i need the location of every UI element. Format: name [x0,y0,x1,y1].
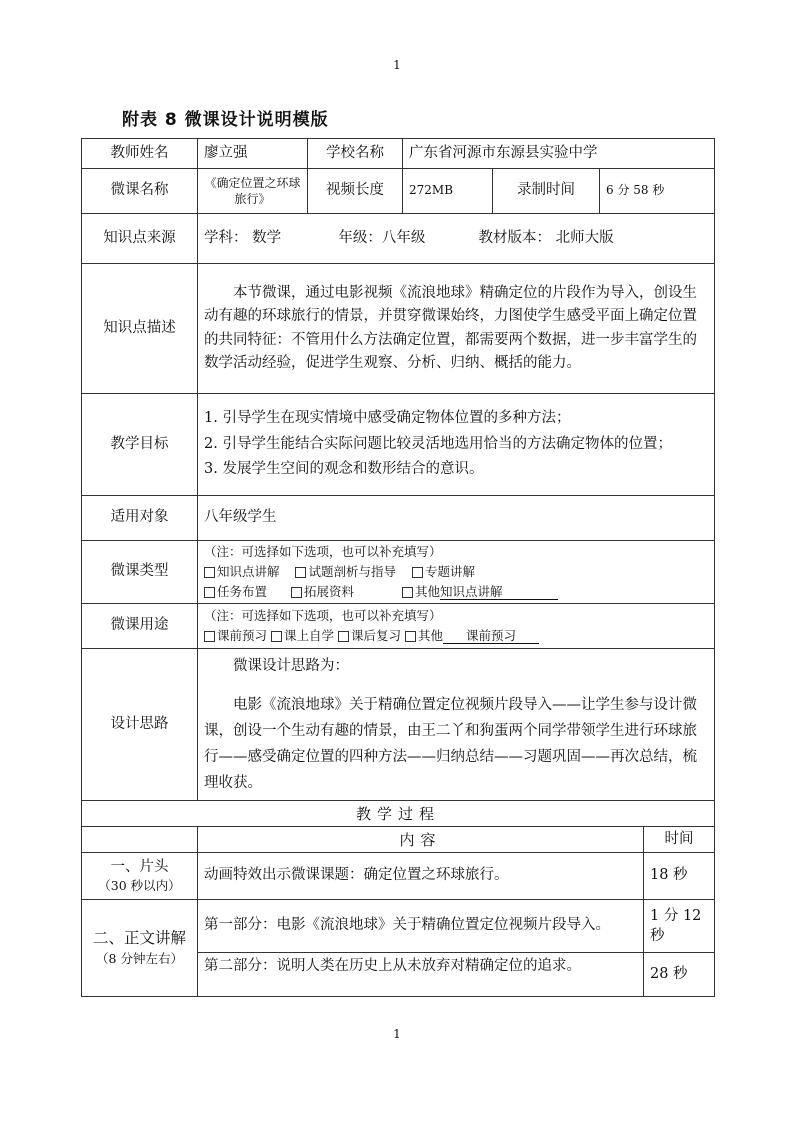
teacher-value: 廖立强 [198,139,308,169]
checkbox[interactable] [412,567,423,578]
type-option: 试题剖析与指导 [308,564,396,579]
goal-item: 1. 引导学生在现实情境中感受确定物体位置的多种方法； [204,410,571,427]
use-other-label: 其他 [418,628,444,643]
page-number-top: 1 [393,58,401,72]
section-duration: （30 秒以内） [98,878,181,894]
process-content: 动画特效出示微课课题：确定位置之环球旅行。 [198,853,644,900]
process-time: 28 秒 [644,953,715,997]
checkbox[interactable] [295,567,306,578]
source-value [198,214,715,264]
process-content: 第二部分：说明人类在历史上从未放弃对精确定位的追求。 [198,953,644,997]
desc-value: 本节微课，通过电影视频《流浪地球》精确定位的片段作为导入，创设生动有趣的环球旅行的情景，并贯穿微课始终，力图使学生感受平面上确定位置的共同特征：不管用什么方法确定位置，都需要两个数据，进一步丰富学生的数学活动经验，促进学生观察、分析、归纳、概括的能力。 [198,264,715,394]
design-label: 设计思路 [82,649,198,801]
type-option: 任务布置 [217,584,268,599]
checkbox[interactable] [402,587,413,598]
row-type [82,541,715,604]
type-note: （注：可选择如下选项，也可以补充填写） [204,544,442,559]
use-other-value[interactable]: 课前预习 [443,628,539,644]
row-use [82,604,715,649]
process-row [82,900,715,953]
source-label: 知识点来源 [82,214,198,264]
section-name-cell [82,853,198,900]
row-goals [82,394,715,496]
design-value [198,649,715,801]
length-value: 272MB [403,169,493,214]
type-options [198,541,715,604]
use-option: 课上自学 [284,628,335,643]
goals-list-cell [198,394,715,496]
row-process-header [82,801,715,827]
design-body: 电影《流浪地球》关于精确位置定位视频片段导入——让学生参与设计微课，创设一个生动有趣的情景，由王二丫和狗蛋两个同学带领学生进行环球旅行——感受确定位置的四种方法——归纳总结——习题巩固——再次总结，梳理收获。 [204,696,697,791]
type-option: 拓展资料 [303,584,354,599]
record-label: 录制时间 [493,169,600,214]
design-intro: 微课设计思路为： [233,657,349,674]
section-name-cell [82,900,198,997]
checkbox[interactable] [338,631,349,642]
school-value: 广东省河源市东源县实验中学 [403,139,715,169]
process-content: 第一部分：电影《流浪地球》关于精确位置定位视频片段导入。 [198,900,644,953]
use-options [198,604,715,649]
checkbox[interactable] [271,631,282,642]
page-number-bottom: 1 [393,1027,401,1041]
checkbox[interactable] [405,631,416,642]
row-design [82,649,715,801]
row-teacher [82,139,715,169]
content-header: 内容 [198,827,644,853]
row-target [82,496,715,541]
type-option: 知识点讲解 [217,564,280,579]
target-label: 适用对象 [82,496,198,541]
use-note: （注：可选择如下选项，也可以补充填写） [204,608,442,623]
course-label: 微课名称 [82,169,198,214]
process-time: 18 秒 [644,853,715,900]
goals-label: 教学目标 [82,394,198,496]
checkbox[interactable] [204,631,215,642]
use-option: 课后复习 [351,628,402,643]
edition-text: 教材版本： 北师大版 [478,229,614,246]
row-course [82,169,715,214]
target-value: 八年级学生 [198,496,715,541]
type-label: 微课类型 [82,541,198,604]
type-other-value[interactable]: 知识点讲解 [440,584,558,600]
section-duration: （8 分钟左右） [96,951,183,967]
section-name: 二、正文讲解 [92,929,186,947]
row-content-header [82,827,715,853]
checkbox[interactable] [204,567,215,578]
use-label: 微课用途 [82,604,198,649]
process-time: 1 分 12 秒 [644,900,715,953]
school-label: 学校名称 [308,139,403,169]
checkbox[interactable] [291,587,302,598]
grade-text: 年级：八年级 [338,229,426,246]
goals-list [204,406,708,482]
time-header: 时间 [644,827,715,853]
document-title: 附表 8 微课设计说明模版 [122,110,329,130]
teacher-label: 教师姓名 [82,139,198,169]
desc-label: 知识点描述 [82,264,198,394]
goal-item: 2. 引导学生能结合实际问题比较灵活地选用恰当的方法确定物体的位置； [204,435,672,452]
type-option: 专题讲解 [424,564,475,579]
type-other-label: 其他 [414,584,440,599]
goal-item: 3. 发展学生空间的观念和数形结合的意识。 [204,461,484,478]
design-table [81,138,715,997]
row-source [82,214,715,264]
subject-text: 学科： 数学 [204,229,282,246]
row-description [82,264,715,394]
process-row [82,853,715,900]
checkbox[interactable] [204,587,215,598]
section-name: 一、片头 [110,859,169,876]
course-value: 《确定位置之环球旅行》 [198,169,308,214]
process-blank-cell [82,827,198,853]
length-label: 视频长度 [308,169,403,214]
record-value: 6 分 58 秒 [600,169,715,214]
process-header: 教学过程 [82,801,715,827]
use-option: 课前预习 [217,628,268,643]
